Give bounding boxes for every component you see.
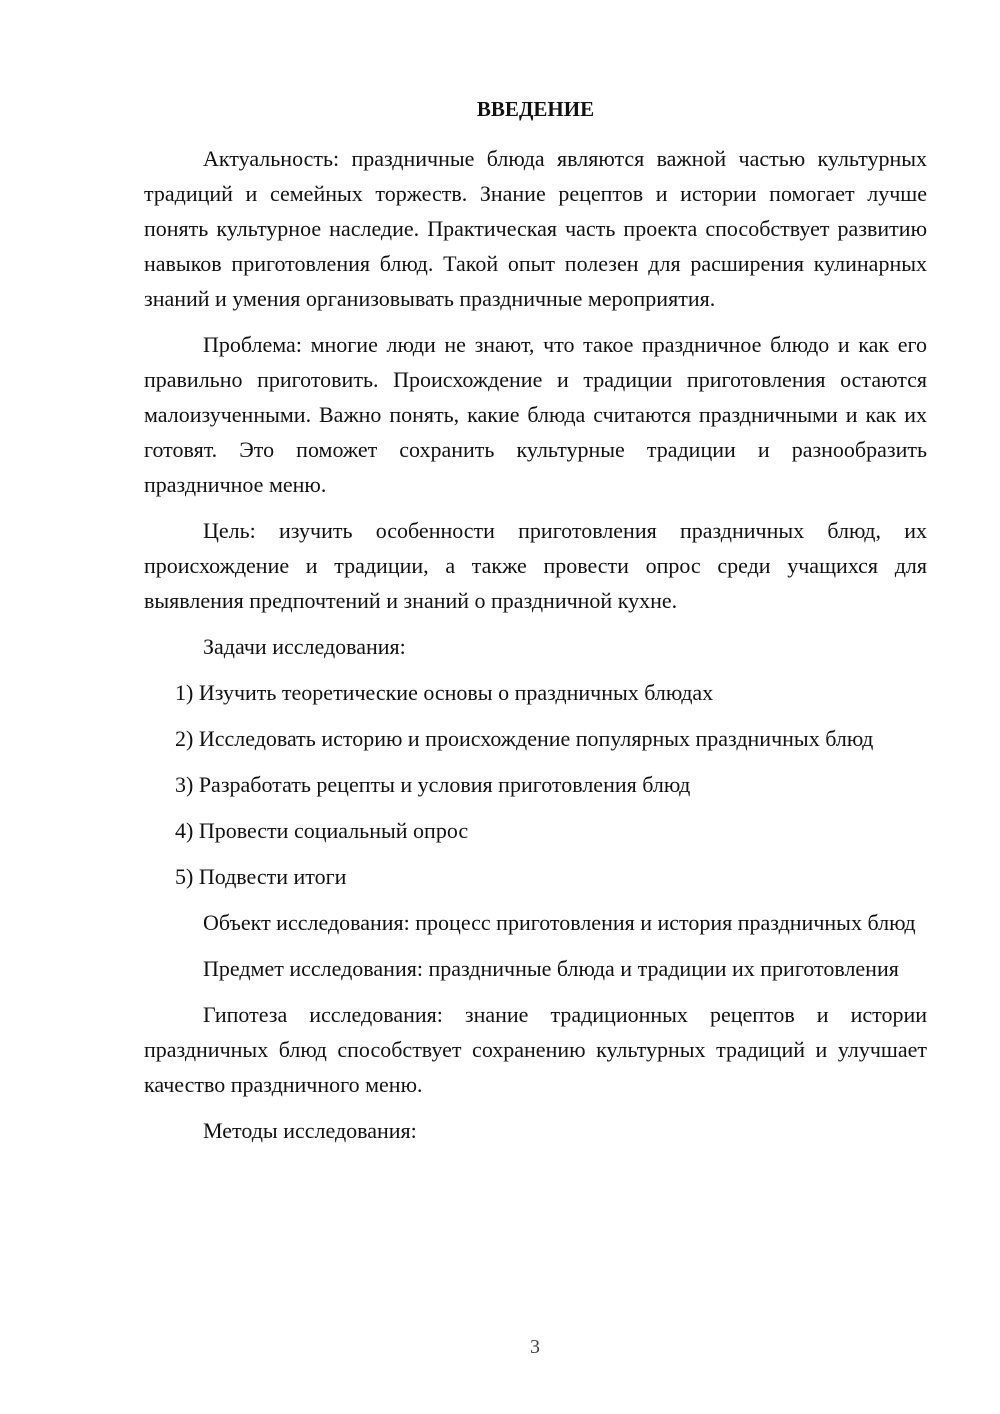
task-item-4: 4) Провести социальный опрос xyxy=(175,818,469,843)
section-title: ВВЕДЕНИЕ xyxy=(476,97,595,121)
subject-paragraph: Предмет исследования: праздничные блюда и традиции их приготовления xyxy=(203,956,899,981)
goal-paragraph: Цель: изучить особенности приготовления праздничных блюд, их происхождение и традиции, а также провести опрос среди учащихся для выявления предпочтений и знаний о праздничной кухне. xyxy=(144,518,927,613)
relevance-paragraph: Актуальность: праздничные блюда являются важной частью культурных традиций и семейных торжеств. Знание рецептов и истории помогает лучше понять культурное наследие. Практическая часть проекта способствует развитию навыков приготовления блюд. Такой опыт полезен для расширения кулинарных знаний и умения организовывать праздничные мероприятия. xyxy=(144,146,927,311)
methods-heading: Методы исследования: xyxy=(203,1118,417,1143)
page-number: 3 xyxy=(530,1336,540,1358)
task-item-2: 2) Исследовать историю и происхождение популярных праздничных блюд xyxy=(175,726,874,751)
page-content xyxy=(144,94,927,1159)
problem-paragraph: Проблема: многие люди не знают, что такое праздничное блюдо и как его правильно приготовить. Происхождение и традиции приготовления остаются малоизученными. Важно понять, какие блюда считаются праздничными и как их готовят. Это поможет сохранить культурные традиции и разнообразить праздничное меню. xyxy=(144,332,927,497)
task-item-1: 1) Изучить теоретические основы о праздничных блюдах xyxy=(175,680,714,705)
task-item-5: 5) Подвести итоги xyxy=(175,864,347,889)
tasks-heading: Задачи исследования: xyxy=(203,634,406,659)
hypothesis-paragraph: Гипотеза исследования: знание традиционных рецептов и истории праздничных блюд способствует сохранению культурных традиций и улучшает качество праздничного меню. xyxy=(144,1002,927,1097)
object-paragraph: Объект исследования: процесс приготовления и история праздничных блюд xyxy=(203,910,916,935)
task-item-3: 3) Разработать рецепты и условия приготовления блюд xyxy=(175,772,691,797)
